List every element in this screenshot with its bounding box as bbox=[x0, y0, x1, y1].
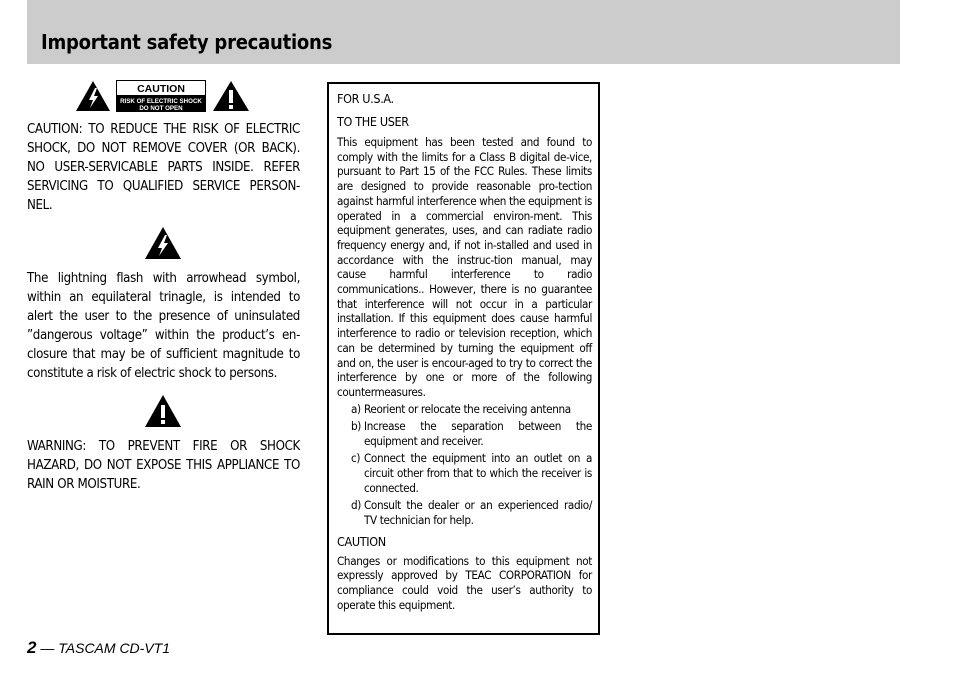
fcc-body: This equipment has been tested and found to comply with the limits for a Class B digital de-vice, pursuant to Part 15 of the FCC Rules. These limits are designed to provide reasonable pro-tection against harmful interference when the equipment is operated in a commercial environ-ment. This equipment generates, uses, and can radiate radio frequency energy and, if not in-stalled and used in accordance with the instruc-tion manual, may cause harmful interference to radio communications.. However, there is no guarantee that interference will not occur in a particular installation. If this equipment does cause harmful interference to radio or television reception, which can be determined by turning the equipment off and on, the user is encour-aged to try to correct the interference by one or more of the following countermeasures. bbox=[337, 135, 592, 399]
exclamation-triangle-icon bbox=[144, 394, 182, 428]
fcc-notice-box bbox=[327, 82, 600, 635]
header-bar bbox=[27, 0, 900, 64]
fcc-region: FOR U.S.A. bbox=[337, 91, 394, 106]
risk-line-2: DO NOT OPEN bbox=[139, 105, 183, 112]
product-name: TASCAM CD-VT1 bbox=[58, 640, 170, 656]
list-item: a) Reorient or relocate the receiving antenna bbox=[351, 401, 571, 416]
list-item: d) Consult the dealer or an experienced radio/ TV technician for help. bbox=[351, 497, 592, 527]
fcc-caution-body: Changes or modifications to this equipment not expressly approved by TEAC CORPORATION for compliance could void the user’s authority to operate this equipment. bbox=[337, 553, 592, 612]
page-number: 2 bbox=[27, 638, 37, 657]
fcc-to-user: TO THE USER bbox=[337, 114, 409, 129]
fcc-countermeasures-list bbox=[337, 402, 592, 528]
caution-paragraph: CAUTION: TO REDUCE THE RISK OF ELECTRIC SHOCK, DO NOT REMOVE COVER (OR BACK). NO USER-SERVICABLE PARTS INSIDE. REFER SERVICING TO QUALIFIED SERVICE PERSON-NEL. bbox=[27, 122, 300, 213]
caution-label-graphic bbox=[75, 79, 251, 113]
risk-line-1: RISK OF ELECTRIC SHOCK bbox=[120, 98, 202, 105]
page-footer bbox=[27, 638, 170, 658]
lightning-triangle-icon bbox=[144, 226, 182, 260]
caution-word: CAUTION bbox=[137, 83, 185, 95]
page-title: Important safety precautions bbox=[41, 30, 333, 54]
lightning-explanation-paragraph: The lightning flash with arrowhead symbol, within an equilateral trinagle, is intended to alert the user to the presence of uninsulated ”dangerous voltage” within the product’s en-closure that may be of sufficient magnitude to constitute a risk of electric shock to persons. bbox=[27, 271, 300, 381]
fcc-notice-content bbox=[337, 91, 592, 612]
warning-paragraph: WARNING: TO PREVENT FIRE OR SHOCK HAZARD, DO NOT EXPOSE THIS APPLIANCE TO RAIN OR MOISTURE. bbox=[27, 439, 300, 492]
fcc-caution-heading: CAUTION bbox=[337, 533, 386, 549]
list-item: b) Increase the separation between the equipment and receiver. bbox=[351, 418, 592, 448]
footer-separator: — bbox=[40, 640, 55, 656]
list-item: c) Connect the equipment into an outlet on a circuit other from that to which the receiver is connected. bbox=[351, 450, 592, 495]
